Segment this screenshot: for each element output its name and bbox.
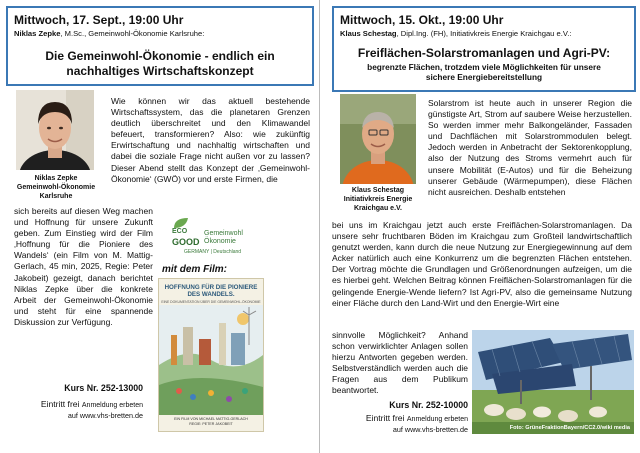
ecogood-name-1: Gemeinwohl [204, 230, 243, 237]
left-speaker [14, 29, 310, 39]
right-registration [332, 413, 468, 423]
right-caption-line1: Klaus Schestag [351, 187, 405, 194]
ecogood-good: GOOD [172, 237, 200, 247]
left-registration-note: Anmeldung erbeten [81, 402, 143, 409]
right-subtitle-line1: begrenzte Flächen, trotzdem viele Möglichkeiten für unsere [367, 62, 601, 72]
poster-title-2: DES WANDELS. [187, 291, 235, 298]
left-body-bottom: sich bereits auf diesen Weg machen und Hoffnung für unsere Zukunft geben. Zum Einstieg wird der Film ‚Hoffnung für die Pioniere des Wandels‘ (ein Film von M. Mattig-Gerlach, 45 min, 2025, Regie: Peter Jakobeit) gezeigt, danach berichtet Niklas Zepke über die konkrete Arbeit der Gemeinwohl-Ökonomie und steht für eine spannende Diskussion zur Verfügung. [14, 206, 153, 327]
right-body-mid: bei uns im Kraichgau jetzt auch erste Freiflächen-Solarstromanlagen. Da unsere sehr fruchtbaren Böden im Kraichgau zum Großteil landwirtschaftlich genutzt werden, kann durch die neue Nutzung zur Energiegewinnung auf dem Acker natürlich auch eine Konkurrenz um die begrenzten Flächen entstehen. Der Vortrag möchte die Grundlagen und Größenordnungen aufzeigen, um die es hierbei geht. Welchen Beitrag können Freiflächen-Solarstromanlagen für die gelingende Energie-Wende liefern? Ist Agri-PV, also die gemeinsame Nutzung einer Fläche durch den Land-Wirt und den Energie-Wirt eine [332, 220, 632, 308]
right-entry-free: Eintritt frei [365, 413, 405, 423]
right-course-number: Kurs Nr. 252-10000 [389, 400, 468, 410]
left-header-box [6, 6, 314, 86]
left-body-top: Wie können wir das aktuell bestehende Wirtschaftssystem, das die planetaren Grenzen deutlich überschreitet und den Klimawandel befeuert, transformieren? Also: wie zukünftig Erwirtschaftung und nachhaltig wirtschaften und dabei die soziale Frage nicht außen vor zu lassen? Dieser Abend stellt das Konzept der ‚Gemeinwohl-Ökonomie‘ (GWÖ) vor und erste Firmen, die [111, 96, 310, 184]
right-caption-line3: Kraichgau e.V. [354, 205, 402, 212]
left-registration [10, 399, 143, 409]
left-course-number: Kurs Nr. 252-13000 [64, 383, 143, 393]
right-body-top: Solarstrom ist heute auch in unserer Region die günstigste Art, Strom auf saubere Weise herzustellen. So werden immer mehr Balkongeländer, Fassaden und Dachflächen mit Solarstrommodulen belegt. Jedoch werden in Anbetracht der Sektorenkopplung, also der Nutzung des Stroms vermehrt auch für unsere Mobilität (E-Autos) und für die Beheizung unserer Gebäude (Wärmepumpen), diese Flächen nicht ausreichen. Deshalb entstehen [428, 98, 632, 197]
left-speaker-caption [4, 174, 108, 201]
right-header-box [332, 6, 636, 92]
left-caption-line1: Niklas Zepke [34, 175, 78, 182]
left-web-link[interactable]: auf www.vhs-bretten.de [67, 411, 143, 420]
right-registration-note: Anmeldung erbeten [406, 416, 468, 423]
film-poster [158, 278, 264, 432]
right-speaker-name: Klaus Schestag [340, 29, 397, 38]
poster-credit-2: REGIE: PETER JAKOBEIT [189, 422, 233, 426]
right-web-link[interactable]: auf www.vhs-bretten.de [392, 425, 468, 434]
ecogood-country: GERMANY | Deutschland [184, 249, 242, 255]
left-speaker-photo [16, 90, 94, 170]
left-caption-line2: Gemeinwohl-Ökonomie [16, 184, 96, 191]
ecogood-eco: ECO [172, 228, 188, 235]
right-speaker [340, 29, 632, 39]
right-subtitle-line2: sichere Energiebereitstellung [425, 72, 543, 82]
poster-title-1: HOFFNUNG FÜR DIE PIONIERE [164, 284, 258, 291]
right-event [324, 0, 640, 453]
left-caption-line3: Karlsruhe [39, 193, 73, 200]
left-title-line1: Die Gemeinwohl-Ökonomie - endlich ein [45, 49, 275, 63]
ecogood-name-2: Ökonomie [204, 238, 236, 245]
left-date: Mittwoch, 17. Sept., 19:00 Uhr [14, 13, 184, 27]
left-title-line2: nachhaltiges Wirtschaftskonzept [66, 64, 254, 78]
left-entry-free: Eintritt frei [40, 399, 80, 409]
right-date: Mittwoch, 15. Okt., 19:00 Uhr [340, 13, 504, 27]
right-body-bottom: sinnvolle Möglichkeit? Anhand schon verwirklichter Anlagen sollen hierzu Antworten gegeben werden. Selbstverständlich werden auch die Fragen aus dem Publikum beantwortet. [332, 330, 468, 396]
right-speaker-photo [340, 94, 416, 184]
photo-credit: Foto: GrüneFraktionBayern/CC2.0/wiki media [509, 425, 630, 431]
left-speaker-detail: , M.Sc., Gemeinwohl-Ökonomie Karlsruhe: [60, 29, 205, 38]
right-title: Freiflächen-Solarstromanlagen und Agri-PV: [357, 46, 611, 60]
right-speaker-detail: , Dipl.Ing. (FH), Initiativkreis Energie Kraichgau e.V.: [396, 29, 572, 38]
left-speaker-name: Niklas Zepke [14, 29, 61, 38]
left-event [0, 0, 318, 453]
right-speaker-caption [332, 186, 424, 213]
poster-illustration [159, 305, 263, 415]
poster-subtitle: EINE DOKUMENTATION ÜBER DIE GEMEINWOHL-ÖKONOMIE [161, 300, 261, 304]
ecogood-logo [170, 216, 270, 256]
agri-pv-photo [472, 330, 634, 434]
poster-credit-1: EIN FILM VON MICHAEL MATTIG-GERLACH [174, 417, 248, 421]
film-label: mit dem Film: [162, 264, 228, 275]
right-caption-line2: Initiativkreis Energie [343, 196, 413, 203]
